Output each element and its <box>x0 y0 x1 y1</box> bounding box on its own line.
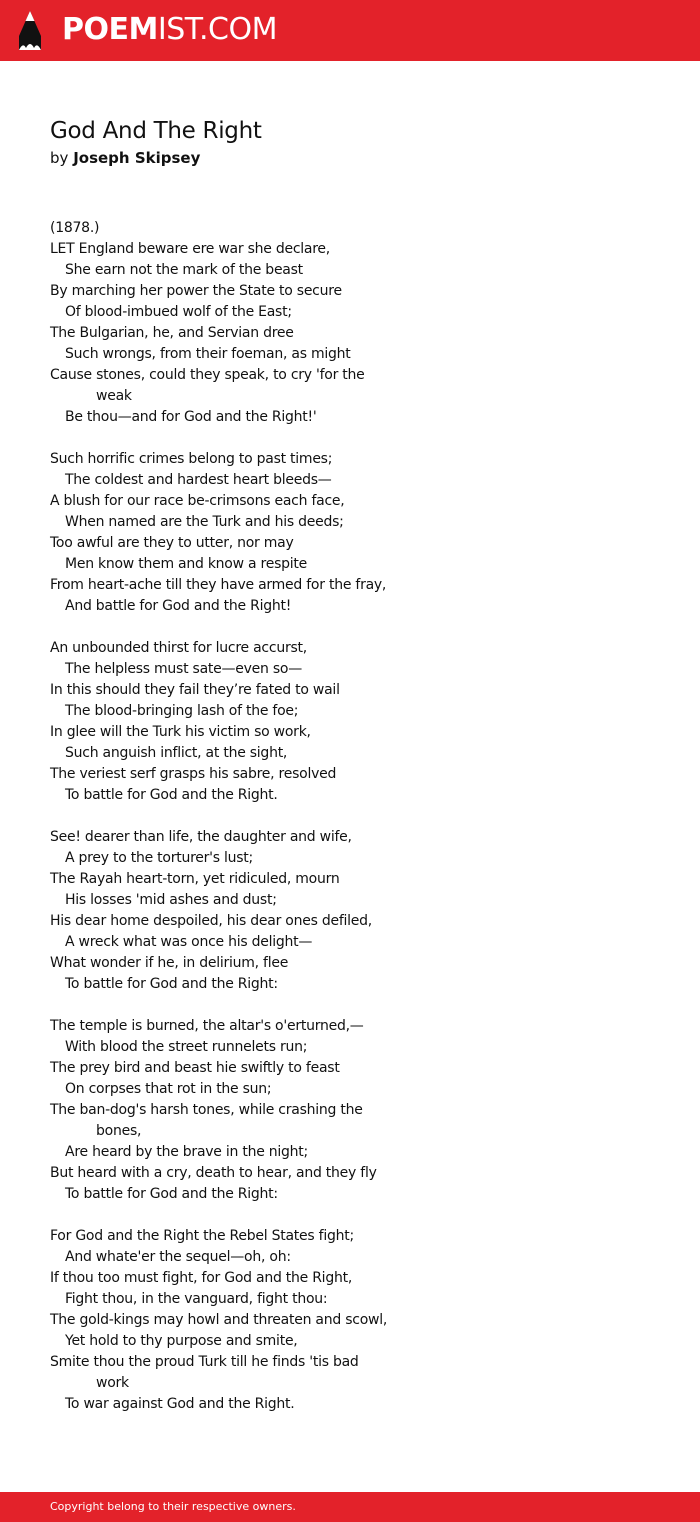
poem-line: In glee will the Turk his victim so work, <box>50 724 311 740</box>
site-logo[interactable] <box>62 10 277 50</box>
poem-line: Such horrific crimes belong to past times; <box>50 451 333 467</box>
stanza-break <box>50 428 410 449</box>
poem-line: To battle for God and the Right. <box>65 787 278 803</box>
stanza-break <box>50 995 410 1016</box>
poem-line: See! dearer than life, the daughter and wife, <box>50 829 352 845</box>
poem-line: And battle for God and the Right! <box>65 598 292 614</box>
poem-line: The temple is burned, the altar's o'erturned,— <box>50 1018 364 1034</box>
poem-line: To war against God and the Right. <box>65 1396 295 1412</box>
poem-line: If thou too must fight, for God and the Right, <box>50 1270 353 1286</box>
byline <box>50 147 650 169</box>
site-header <box>0 0 700 61</box>
poem-body <box>50 218 410 1415</box>
poem-line: A blush for our race be-crimsons each face, <box>50 493 345 509</box>
poem-line: The ban-dog's harsh tones, while crashing the <box>50 1102 363 1118</box>
poem-line: The coldest and hardest heart bleeds— <box>65 472 332 488</box>
author-name[interactable]: Joseph Skipsey <box>73 149 201 167</box>
poem-line: The Bulgarian, he, and Servian dree <box>50 325 294 341</box>
poem-line: LET England beware ere war she declare, <box>50 241 330 257</box>
poem-line: Are heard by the brave in the night; <box>65 1144 308 1160</box>
poem-line: weak <box>96 388 132 404</box>
poem-line: By marching her power the State to secure <box>50 283 342 299</box>
poem-line: The blood-bringing lash of the foe; <box>65 703 299 719</box>
stanza <box>50 1016 410 1205</box>
poem-header <box>50 115 650 169</box>
poem-line: bones, <box>96 1123 142 1139</box>
poem-line: Fight thou, in the vanguard, fight thou: <box>65 1291 328 1307</box>
poem-date: (1878.) <box>50 220 100 236</box>
poem-line: Of blood-imbued wolf of the East; <box>65 304 292 320</box>
stanza-break <box>50 617 410 638</box>
poem-line: Yet hold to thy purpose and smite, <box>65 1333 298 1349</box>
poem-line: When named are the Turk and his deeds; <box>65 514 344 530</box>
poem-line: The veriest serf grasps his sabre, resolved <box>50 766 337 782</box>
poem-line: She earn not the mark of the beast <box>65 262 303 278</box>
stanza <box>50 827 410 995</box>
poem-line: Cause stones, could they speak, to cry 'for the <box>50 367 365 383</box>
poem-line: What wonder if he, in delirium, flee <box>50 955 289 971</box>
logo-light-text: IST.COM <box>157 12 277 47</box>
pencil-tip-icon[interactable] <box>17 10 43 52</box>
stanza <box>50 638 410 806</box>
stanza <box>50 1226 410 1415</box>
poem-line: To battle for God and the Right: <box>65 976 278 992</box>
poem-title: God And The Right <box>50 118 262 144</box>
poem-line: Men know them and know a respite <box>65 556 308 572</box>
stanza <box>50 239 410 428</box>
poem-line: With blood the street runnelets run; <box>65 1039 308 1055</box>
poem-line: On corpses that rot in the sun; <box>65 1081 272 1097</box>
poem-line: For God and the Right the Rebel States fight; <box>50 1228 354 1244</box>
poem-line: A wreck what was once his delight— <box>65 934 313 950</box>
stanza-break <box>50 806 410 827</box>
by-label: by <box>50 149 69 167</box>
poem-line: But heard with a cry, death to hear, and they fly <box>50 1165 377 1181</box>
poem-line: Be thou—and for God and the Right!' <box>65 409 317 425</box>
poem-line: Smite thou the proud Turk till he finds 'tis bad <box>50 1354 359 1370</box>
stanza-break <box>50 1205 410 1226</box>
poem-line: Such anguish inflict, at the sight, <box>65 745 288 761</box>
poem-line: The helpless must sate—even so— <box>65 661 302 677</box>
site-footer <box>0 1492 700 1522</box>
logo-bold-text: POEM <box>62 12 158 47</box>
poem-line: work <box>96 1375 129 1391</box>
poem-line: His losses 'mid ashes and dust; <box>65 892 277 908</box>
poem-line: The Rayah heart-torn, yet ridiculed, mourn <box>50 871 340 887</box>
poem-line: The prey bird and beast hie swiftly to feast <box>50 1060 340 1076</box>
poem-line: His dear home despoiled, his dear ones defiled, <box>50 913 373 929</box>
poem-line: The gold-kings may howl and threaten and scowl, <box>50 1312 388 1328</box>
poem-line: Such wrongs, from their foeman, as might <box>65 346 351 362</box>
poem-line: In this should they fail they’re fated to wail <box>50 682 340 698</box>
poem-line: Too awful are they to utter, nor may <box>50 535 294 551</box>
poem-line: An unbounded thirst for lucre accurst, <box>50 640 307 656</box>
poem-line: From heart-ache till they have armed for the fray, <box>50 577 387 593</box>
copyright-text: Copyright belong to their respective owners. <box>50 1500 296 1513</box>
stanza <box>50 449 410 617</box>
poem-line: And whate'er the sequel—oh, oh: <box>65 1249 291 1265</box>
poem-line: To battle for God and the Right: <box>65 1186 278 1202</box>
poem-line: A prey to the torturer's lust; <box>65 850 253 866</box>
